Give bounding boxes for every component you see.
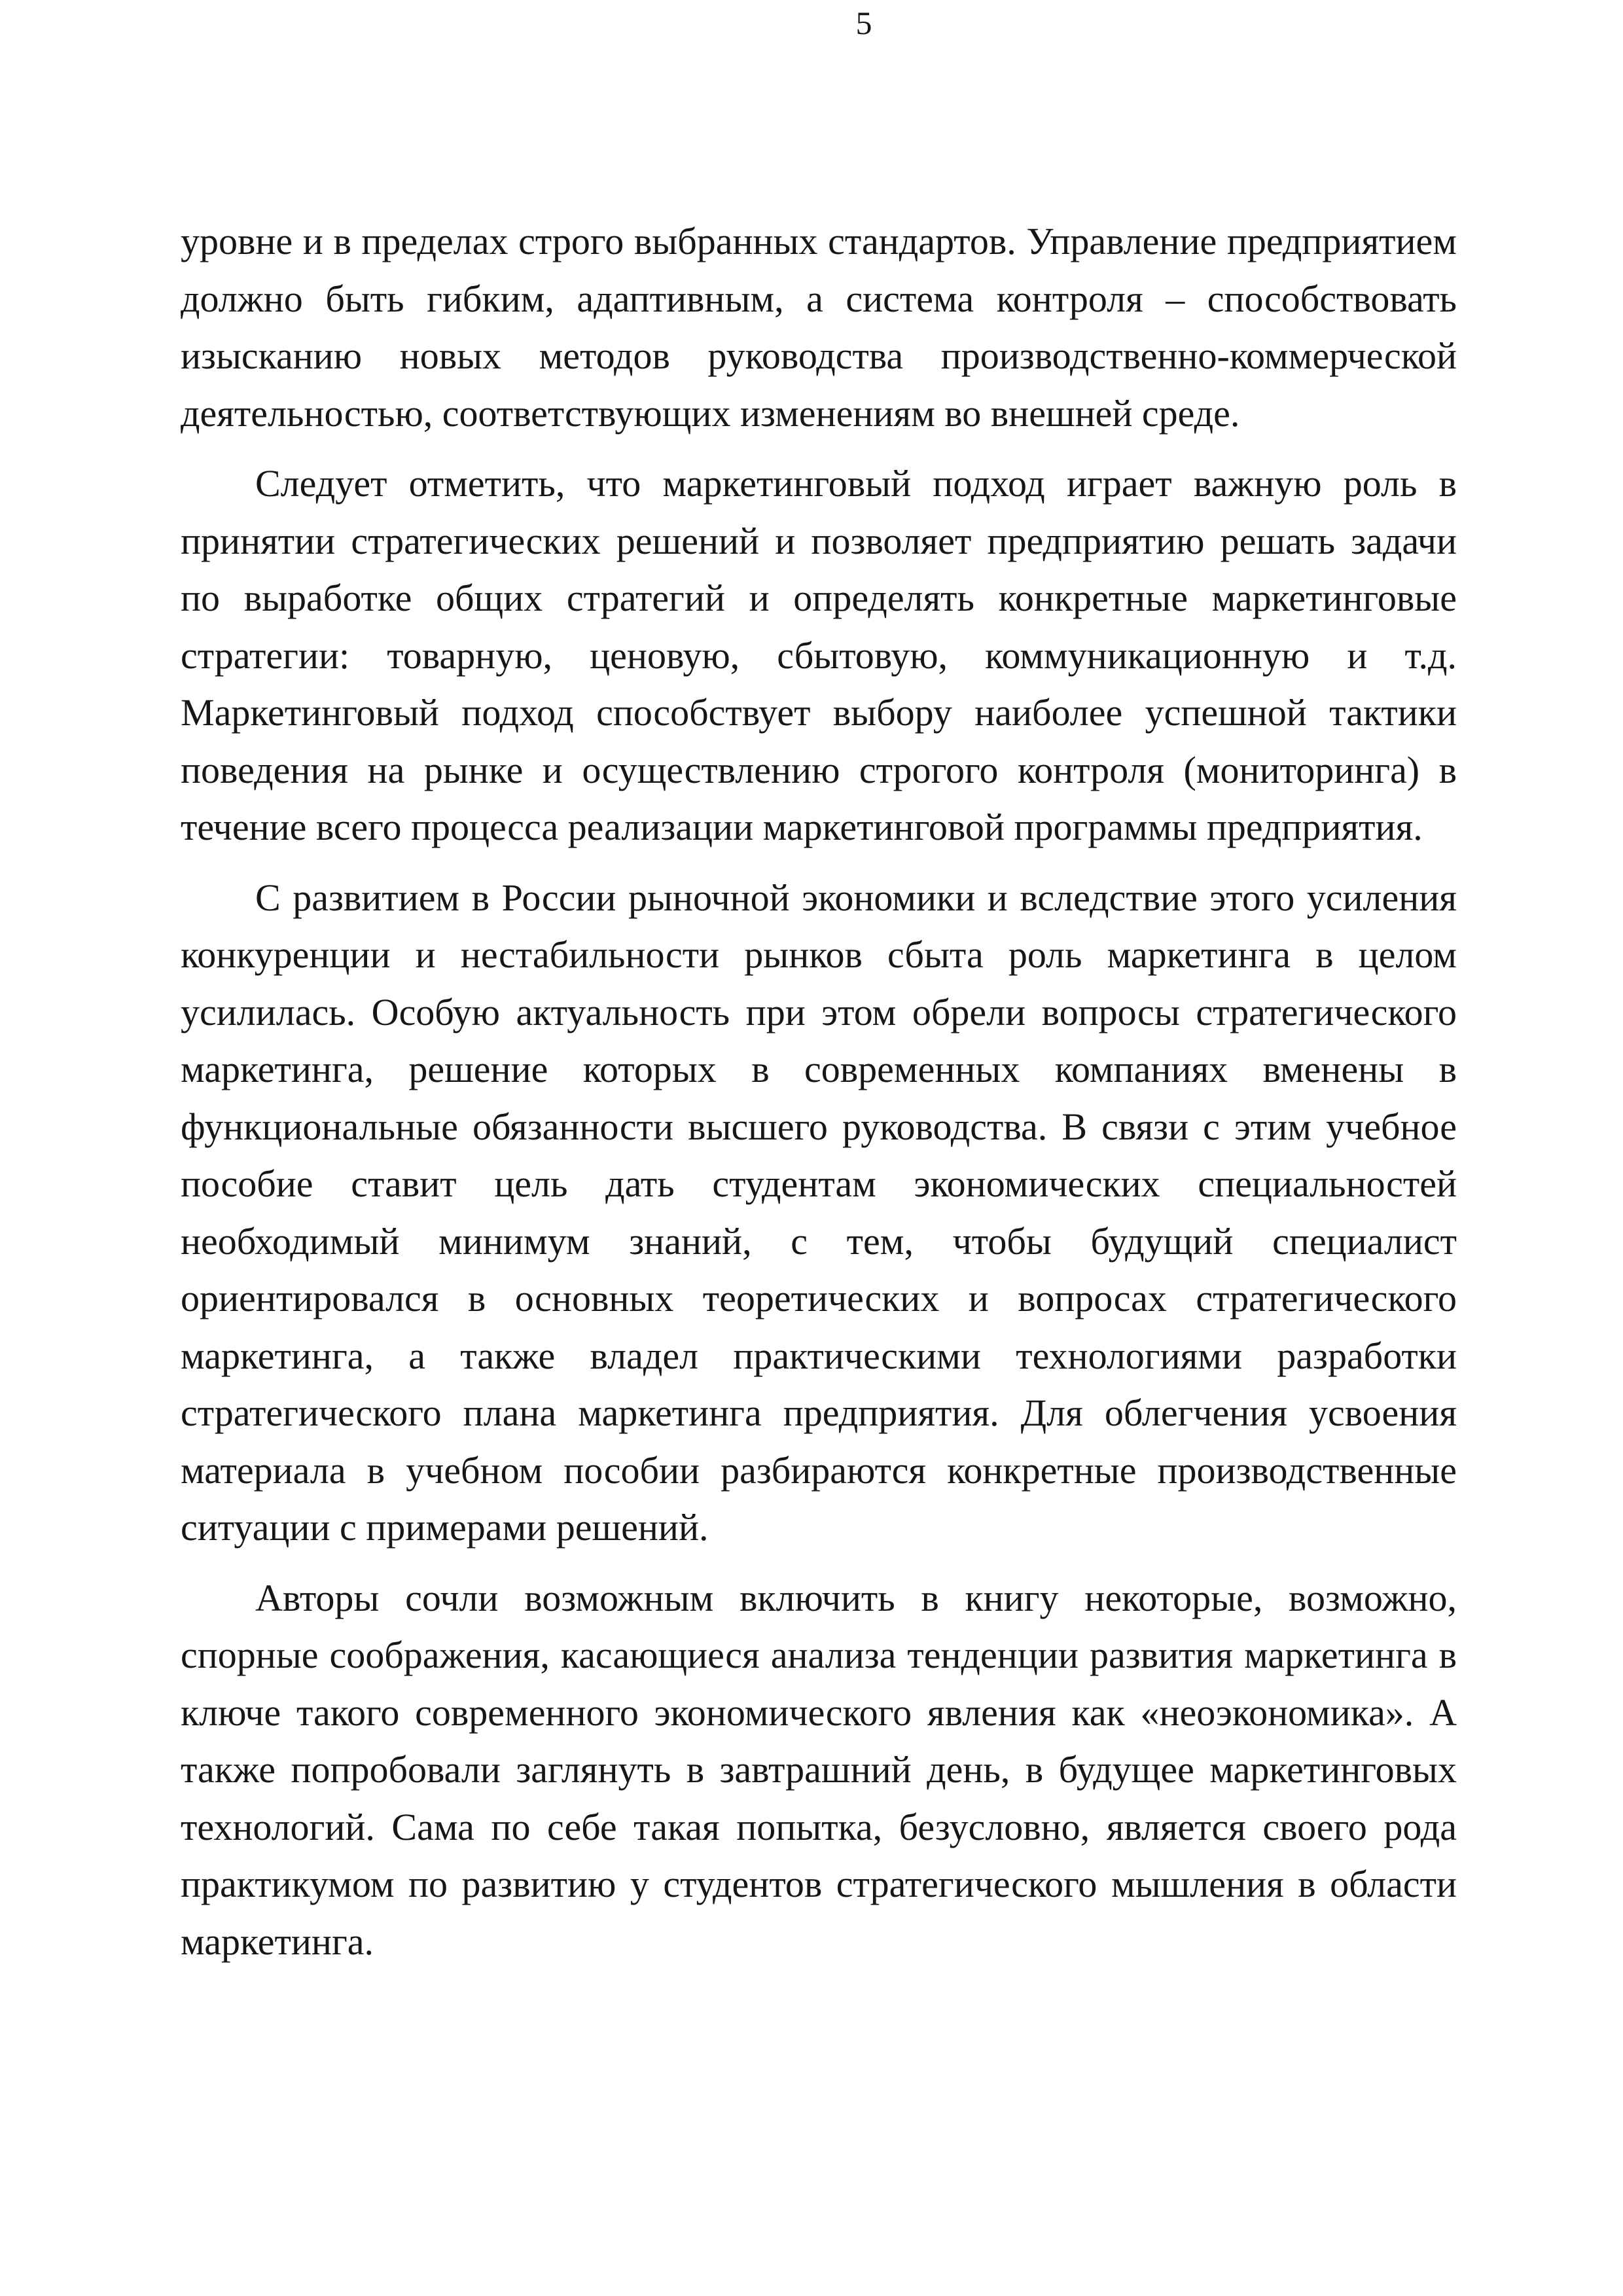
paragraph-4: Авторы сочли возможным включить в книгу некоторые, возможно, спорные соображения, касающиеся анализа тенденции развития маркетинга в ключе такого современного экономического явления как «неоэкономика». А также попробовали заглянуть в завтрашний день, в будущее маркетинговых технологий. Сама по себе такая попытка, безусловно, является своего рода практикумом по развитию у студентов стратегического мышления в области маркетинга. <box>181 1576 1457 1963</box>
page-number: 5 <box>855 5 872 41</box>
paragraph-1: уровне и в пределах строго выбранных стандартов. Управление предприятием должно быть гибким, адаптивным, а система контроля – способствовать изысканию новых методов руководства производственно-коммерческой деятельностью, соответствующих изменениям во внешней среде. <box>181 220 1457 435</box>
paragraph-2: Следует отметить, что маркетинговый подход играет важную роль в принятии стратегических решений и позволяет предприятию решать задачи по выработке общих стратегий и определять конкретные маркетинговые стратегии: товарную, ценовую, сбытовую, коммуникационную и т.д. Маркетинговый подход способствует выбору наиболее успешной тактики поведения на рынке и осуществлению строгого контроля (мониторинга) в течение всего процесса реализации маркетинговой программы предприятия. <box>181 462 1457 848</box>
body-text <box>181 213 1457 1970</box>
paragraph-3: С развитием в России рыночной экономики и вследствие этого усиления конкуренции и нестабильности рынков сбыта роль маркетинга в целом усилилась. Особую актуальность при этом обрели вопросы стратегического маркетинга, решение которых в современных компаниях вменены в функциональные обязанности высшего руководства. В связи с этим учебное пособие ставит цель дать студентам экономических специальностей необходимый минимум знаний, с тем, чтобы будущий специалист ориентировался в основных теоретических и вопросах стратегического маркетинга, а также владел практическими технологиями разработки стратегического плана маркетинга предприятия. Для облегчения усвоения материала в учебном пособии разбираются конкретные производственные ситуации с примерами решений. <box>181 876 1457 1549</box>
